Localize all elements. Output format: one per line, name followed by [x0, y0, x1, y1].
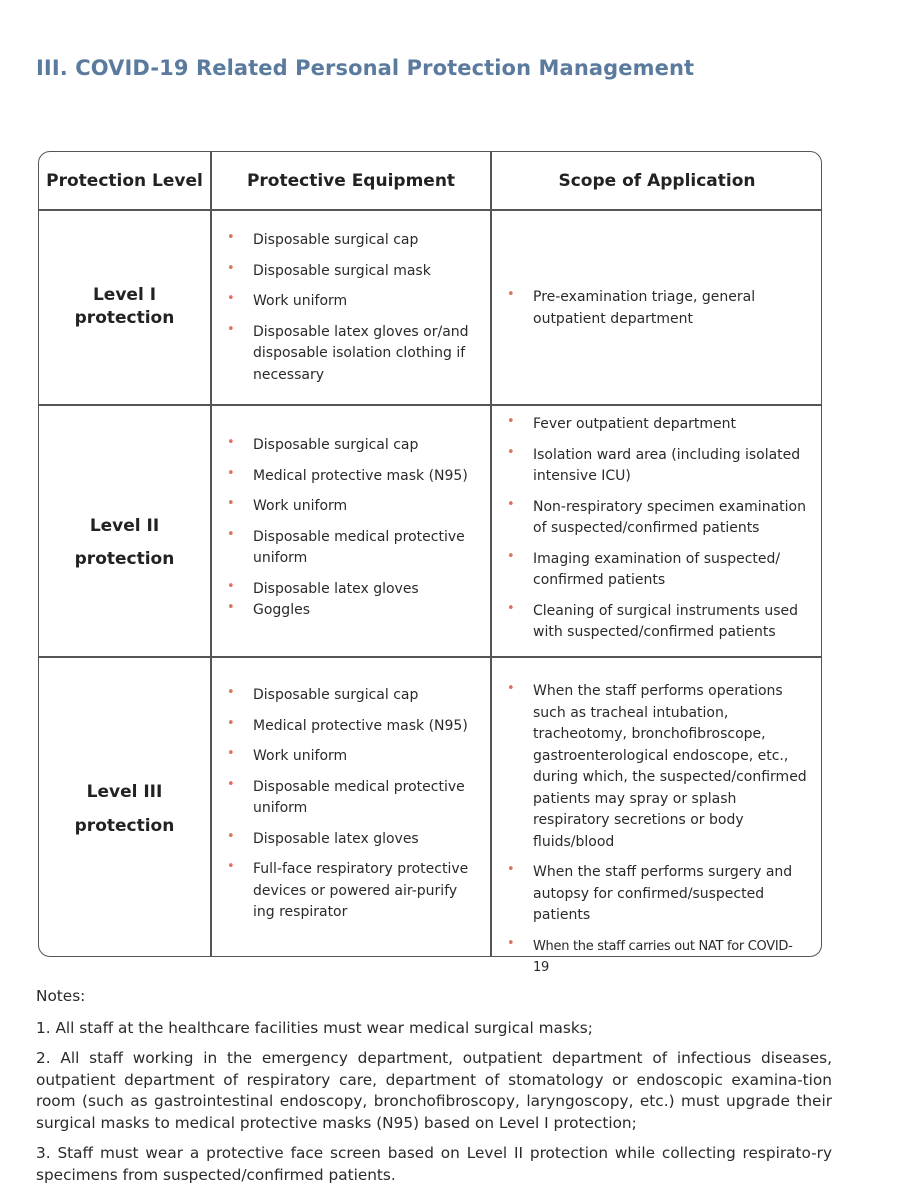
list-item: • Isolation ward area (including isolated intensive ICU)	[507, 445, 807, 488]
level-1-equipment-list	[227, 230, 472, 395]
level-2-line2: protection	[74, 549, 175, 569]
list-item: • When the staff carries out NAT for COVID-19	[507, 936, 807, 979]
list-item: • Disposable surgical cap	[227, 435, 472, 457]
level-2-scope-list	[507, 414, 807, 653]
list-item: • Medical protective mask (N95)	[227, 716, 472, 738]
level-3-line2: protection	[74, 816, 175, 836]
list-item: • Work uniform	[227, 496, 472, 518]
level-1-line2: protection	[74, 308, 175, 328]
level-2-equipment-list	[227, 435, 472, 631]
list-item: • Non-respiratory specimen examination of suspected/confirmed patients	[507, 497, 807, 540]
list-item: • Cleaning of surgical instruments used with suspected/confirmed patients	[507, 601, 807, 644]
level-3-equipment-list	[227, 685, 472, 933]
list-item: • Disposable medical protective uniform	[227, 527, 472, 570]
level-3-label	[39, 775, 210, 843]
list-item: • Disposable latex gloves	[227, 579, 472, 601]
level-3-line1: Level III	[86, 782, 163, 802]
header-protective-equipment: Protective Equipment	[246, 170, 456, 191]
level-1-label	[39, 284, 210, 330]
row-divider	[39, 656, 821, 658]
list-item: • Disposable surgical mask	[227, 261, 472, 283]
note-item: 2. All staff working in the emergency department, outpatient department of infectious diseases, outpatient department of respiratory care, department of stomatology or endoscopic examina-tion room (such as gastrointestinal endoscopy, bronchofibroscopy, laryngoscopy, etc.) must upgrade their surgical masks to medical protective masks (N95) based on Level I protection;	[36, 1049, 832, 1132]
page-title: III. COVID-19 Related Personal Protection Management	[36, 56, 695, 80]
list-item: • Pre-examination triage, general outpatient department	[507, 287, 797, 330]
list-item: • Full-face respiratory protective devices or powered air-purify ing respirator	[227, 859, 472, 924]
header-protection-level: Protection Level	[46, 170, 203, 191]
list-item: • Work uniform	[227, 746, 472, 768]
notes-section	[36, 986, 832, 1195]
level-1-scope-list	[507, 287, 797, 339]
list-item: • When the staff performs operations such as tracheal intubation, tracheotomy, bronchofibroscope, gastroenterological endoscope, etc., during which, the suspected/confirmed patients may spray or splash respiratory secretions or body fluids/blood	[507, 681, 807, 853]
list-item: • Fever outpatient department	[507, 414, 807, 436]
level-2-label	[39, 510, 210, 576]
protection-table	[38, 151, 822, 975]
list-item: • When the staff performs surgery and autopsy for confirmed/suspected patients	[507, 862, 807, 927]
level-2-line1: Level II	[89, 516, 160, 536]
list-item: • Goggles	[227, 600, 472, 622]
row-divider	[39, 404, 821, 406]
notes-heading: Notes:	[36, 987, 86, 1005]
note-item: 3. Staff must wear a protective face screen based on Level II protection while collecting respirato-ry specimens from suspected/confirmed patients.	[36, 1144, 832, 1184]
note-item: 1. All staff at the healthcare facilities must wear medical surgical masks;	[36, 1018, 593, 1037]
column-divider	[490, 152, 492, 956]
list-item: • Imaging examination of suspected/ confirmed patients	[507, 549, 807, 592]
list-item: • Disposable medical protective uniform	[227, 777, 472, 820]
list-item: • Medical protective mask (N95)	[227, 466, 472, 488]
level-3-scope-list	[507, 681, 807, 988]
list-item: • Disposable latex gloves or/and disposable isolation clothing if necessary	[227, 322, 472, 387]
column-divider	[210, 152, 212, 956]
list-item: • Disposable surgical cap	[227, 685, 472, 707]
header-scope-of-application: Scope of Application	[558, 170, 756, 191]
list-item: • Disposable latex gloves	[227, 829, 472, 851]
list-item: • Disposable surgical cap	[227, 230, 472, 252]
header-divider	[39, 209, 821, 211]
level-1-line1: Level I	[92, 285, 157, 305]
list-item: • Work uniform	[227, 291, 472, 313]
